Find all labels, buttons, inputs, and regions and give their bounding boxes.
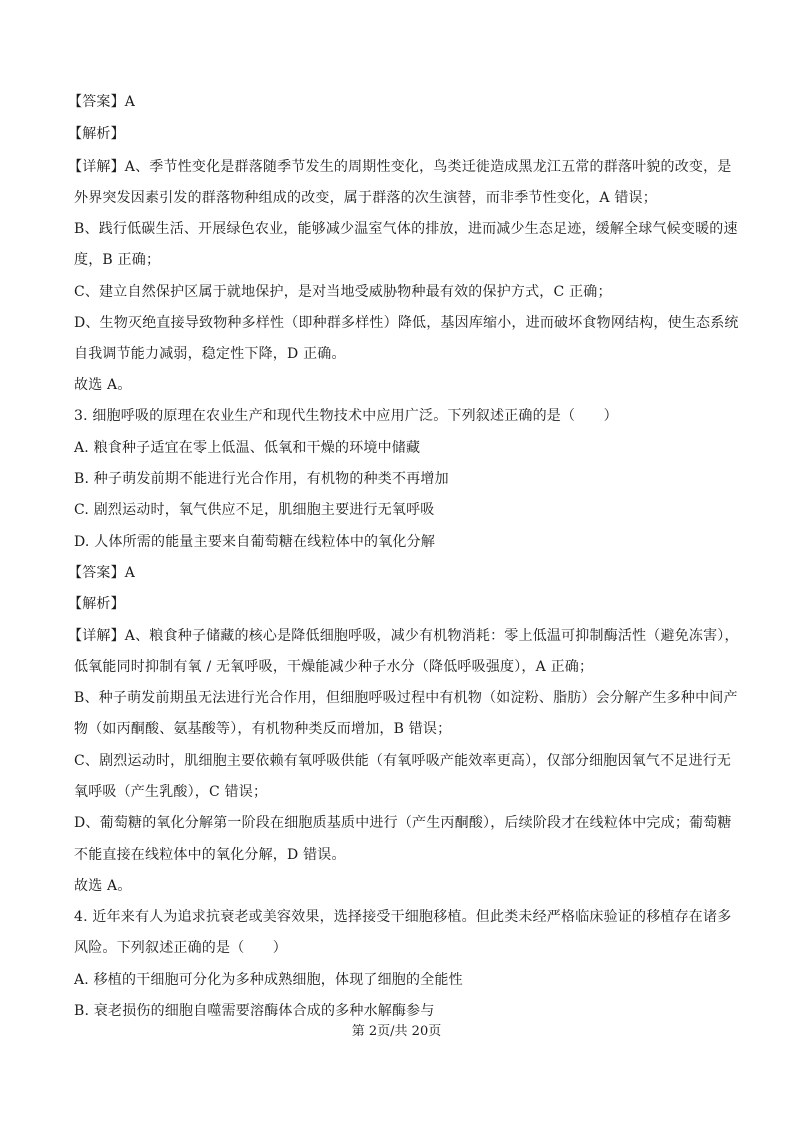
q2-analysis-heading: 【解析】 — [68, 126, 125, 142]
q3-option-a: A. 粮食种子适宜在零上低温、低氧和干燥的环境中储藏 — [74, 440, 421, 456]
q2-detail-line: 外界突发因素引发的群落物种组成的改变，属于群落的次生演替，而非季节性变化，A 错误； — [74, 190, 657, 206]
q3-conclusion: 故选 A。 — [74, 878, 132, 894]
q2-detail-line: 度，B 正确； — [74, 252, 161, 268]
q4-stem-line: 4. 近年来有人为追求抗衰老或美容效果，选择接受干细胞移植。但此类未经严格临床验证的移植存在诸多 — [74, 909, 732, 925]
q3-analysis-heading: 【解析】 — [68, 596, 125, 612]
q3-option-b: B. 种子萌发前期不能进行光合作用，有机物的种类不再增加 — [74, 471, 449, 487]
q3-detail-line: 不能直接在线粒体中的氧化分解，D 错误。 — [74, 847, 346, 863]
q3-detail-line: B、种子萌发前期虽无法进行光合作用，但细胞呼吸过程中有机物（如淀粉、脂肪）会分解产生多种中间产 — [74, 690, 738, 706]
q3-detail-line: 氧呼吸（产生乳酸），C 错误； — [74, 784, 268, 800]
q3-answer: 【答案】A — [68, 565, 136, 581]
q4-stem-line: 风险。下列叙述正确的是（ ） — [74, 940, 287, 956]
q3-detail-line: 【详解】A、粮食种子储藏的核心是降低细胞呼吸，减少有机物消耗：零上低温可抑制酶活性（避免冻害）， — [68, 628, 739, 644]
q2-detail-line: 自我调节能力减弱，稳定性下降，D 正确。 — [74, 346, 346, 362]
q2-detail-line: B、践行低碳生活、开展绿色农业，能够减少温室气体的排放，进而减少生态足迹，缓解全球气候变暖的速 — [74, 221, 738, 237]
q4-option-b: B. 衰老损伤的细胞自噬需要溶酶体合成的多种水解酶参与 — [74, 1003, 435, 1019]
q2-detail-line: D、生物灭绝直接导致物种多样性（即种群多样性）降低，基因库缩小，进而破坏食物网结构，使生态系统 — [74, 315, 739, 331]
q2-detail-line: 【详解】A、季节性变化是群落随季节发生的周期性变化，鸟类迁徙造成黑龙江五常的群落叶貌的改变，是 — [68, 159, 732, 175]
q3-option-d: D. 人体所需的能量主要来自葡萄糖在线粒体中的氧化分解 — [74, 534, 436, 550]
q2-conclusion: 故选 A。 — [74, 377, 132, 393]
q3-detail-line: 物（如丙酮酸、氨基酸等），有机物种类反而增加，B 错误； — [74, 721, 452, 737]
q3-detail-line: D、葡萄糖的氧化分解第一阶段在细胞质基质中进行（产生丙酮酸），后续阶段才在线粒体中完成；葡萄糖 — [74, 815, 732, 831]
q3-detail-line: 低氧能同时抑制有氧 / 无氧呼吸，干燥能减少种子水分（降低呼吸强度），A 正确； — [74, 659, 594, 675]
q3-option-c: C. 剧烈运动时，氧气供应不足，肌细胞主要进行无氧呼吸 — [74, 502, 435, 518]
q3-detail-line: C、剧烈运动时，肌细胞主要依赖有氧呼吸供能（有氧呼吸产能效率更高），仅部分细胞因氧气不足进行无 — [74, 753, 732, 769]
q2-detail-line: C、建立自然保护区属于就地保护，是对当地受威胁物种最有效的保护方式，C 正确； — [74, 284, 612, 300]
q2-answer: 【答案】A — [68, 94, 136, 110]
page-footer: 第 2页/共 20页 — [351, 1024, 442, 1039]
q3-stem: 3. 细胞呼吸的原理在农业生产和现代生物技术中应用广泛。下列叙述正确的是（ ） — [74, 408, 618, 424]
q4-option-a: A. 移植的干细胞可分化为多种成熟细胞，体现了细胞的全能性 — [74, 972, 463, 988]
